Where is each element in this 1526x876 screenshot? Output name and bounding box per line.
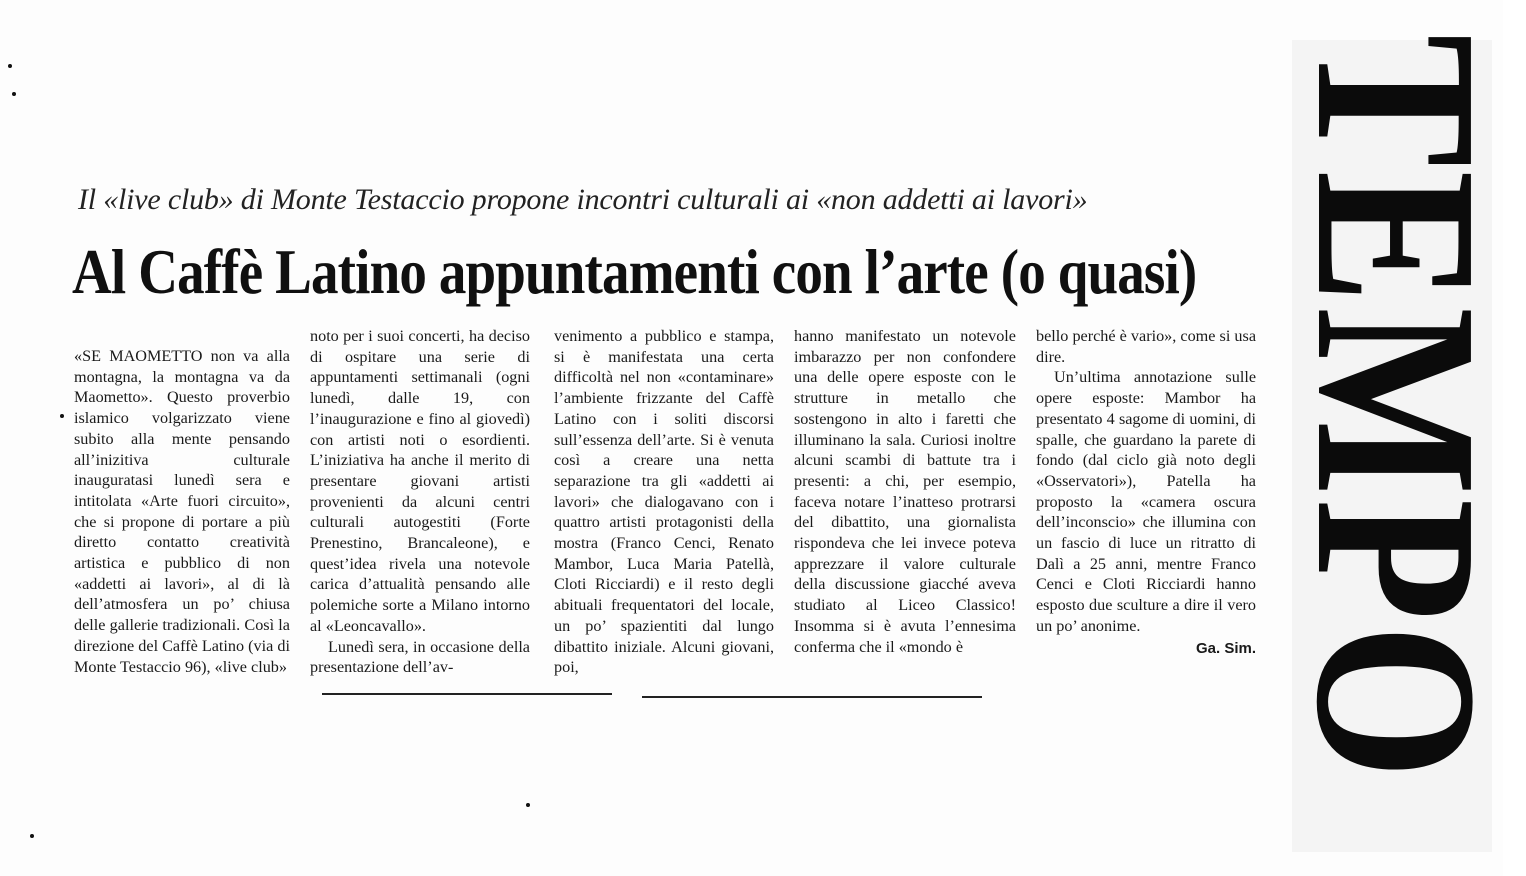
article-headline: Al Caffè Latino appuntamenti con l’arte (o quasi)	[72, 236, 1197, 307]
column-rule	[322, 693, 612, 695]
column-rule	[642, 696, 982, 698]
print-speck	[30, 834, 34, 838]
author-signature: Ga. Sim.	[1195, 639, 1256, 657]
paragraph: Un’ultima annotazione sulle opere esposte: Mambor ha presentato 4 sagome di uomini, di spalle, che guardano la parete di fondo (dal ciclo già noto degli «Osservatori»), Patella ha proposto la «camera oscura dell’inconscio» che illumina con un fascio di luce un ritratto di Dalì a 25 anni, mentre Franco Cenci e Cloti Ricciardi hanno esposto due sculture a dire il vero un po’ anonime.	[1036, 368, 1256, 635]
article-column-4	[794, 326, 1016, 657]
paragraph: bello perché è vario», come si usa dire.	[1036, 327, 1256, 366]
print-speck	[8, 64, 12, 68]
article-column-3	[554, 326, 774, 678]
paragraph: hanno manifestato un notevole imbarazzo per non confondere una delle opere esposte con le strutture in metallo che sostengono in alto i faretti che illuminano la sala. Curiosi inoltre alcuni scambi di battute tra i presenti: a chi, per esempio, faceva notare l’inatteso protrarsi del dibattito, una giornalista rispondeva che lei invece poteva apprezzare il valore culturale della discussione giacché aveva studiato al Liceo Classico! Insomma si è avuta l’ennesima conferma che il «mondo è	[794, 327, 1016, 656]
paragraph: Lunedì sera, in occasione della presentazione dell’av-	[310, 637, 530, 677]
print-speck	[526, 803, 530, 807]
paragraph: «SE MAOMETTO non va alla montagna, la montagna va da Maometto». Questo proverbio islamico volgarizzato viene subito alla mente pensando all’inizitiva culturale inauguratasi lunedì sera e intitolata «Arte fuori circuito», che si propone di portare a più diretto contatto creatività artistica e pubblico di non «addetti ai lavori», al di là dell’atmosfera un po’ chiusa delle gallerie tradizionali. Così la direzione del Caffè Latino (via di Monte Testaccio 96), «live club»	[74, 347, 290, 676]
print-speck	[12, 92, 16, 96]
article-column-1	[74, 346, 290, 677]
article-column-5	[1036, 326, 1256, 659]
article-kicker: Il «live club» di Monte Testaccio propone incontri culturali ai «non addetti ai lavori»	[78, 183, 1088, 216]
print-speck	[60, 414, 64, 418]
masthead-title: TEMPO	[1268, 34, 1525, 783]
paragraph: noto per i suoi concerti, ha deciso di ospitare una serie di appuntamenti settimanali (ogni lunedì, dalle 19, con l’inaugurazione e fino al giovedì) con artisti noti o esordienti. L’iniziativa ha anche il merito di presentare giovani artisti provenienti da alcuni centri culturali autogestiti (Forte Prenestino, Brancaleone), e quest’idea rivela una notevole carica d’attualità pensando alle polemiche sorte a Milano intorno al «Leoncavallo».	[310, 327, 530, 635]
newspaper-masthead	[1268, 34, 1525, 852]
paragraph: venimento a pubblico e stampa, si è manifestata una certa difficoltà nel non «contaminare» l’ambiente frizzante del Caffè Latino con i soliti discorsi sull’essenza dell’arte. Si è venuta così a creare una netta separazione tra gli «addetti ai lavori» che dialogavano con i quattro artisti protagonisti della mostra (Franco Cenci, Renato Mambor, Luca Maria Patellà, Cloti Ricciardi) e il resto degli abituali frequentatori del locale, un po’ spazientiti dal lungo dibattito iniziale. Alcuni giovani, poi,	[554, 327, 774, 677]
article-column-2	[310, 326, 530, 678]
